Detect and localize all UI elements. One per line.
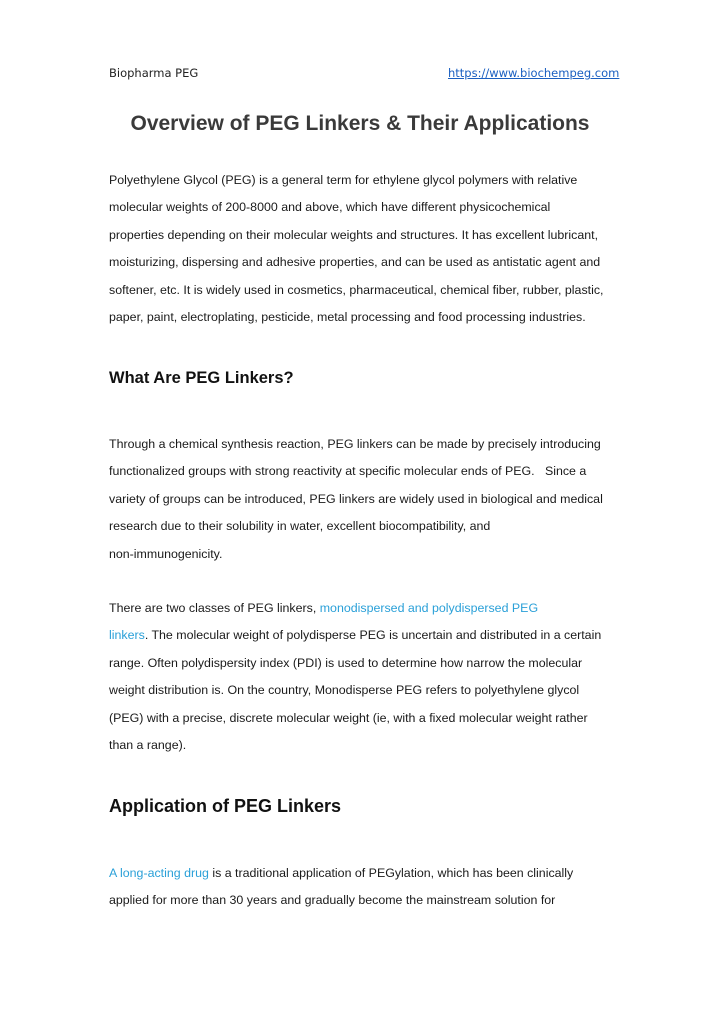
page-header <box>109 66 620 80</box>
text-line: paper, paint, electroplating, pesticide, metal processing and food processing industries. <box>109 310 586 325</box>
long-acting-drug-link[interactable]: A long-acting drug <box>109 866 209 880</box>
section2-paragraph-1 <box>109 860 629 915</box>
intro-paragraph <box>109 167 629 331</box>
text-line: range. Often polydispersity index (PDI) is used to determine how narrow the molecular <box>109 655 583 670</box>
section1-paragraph-1 <box>109 431 629 568</box>
text-line: (PEG) with a precise, discrete molecular weight (ie, with a fixed molecular weight rather <box>109 710 588 725</box>
header-url-link[interactable]: https://www.biochempeg.com <box>448 66 620 80</box>
text-line: weight distribution is. On the country, Monodisperse PEG refers to polyethylene glycol <box>109 683 580 698</box>
text-line <box>109 595 629 622</box>
text-segment: is a traditional application of PEGylation, which has been clinically <box>208 866 574 880</box>
text-line: molecular weights of 200-8000 and above, which have different physicochemical <box>109 200 551 215</box>
document-title: Overview of PEG Linkers & Their Applications <box>130 112 590 135</box>
peg-linkers-link[interactable]: linkers <box>109 628 145 643</box>
text-line: applied for more than 30 years and gradually become the mainstream solution for <box>109 893 556 908</box>
text-line: properties depending on their molecular weights and structures. It has excellent lubricant, <box>109 227 599 242</box>
mono-poly-peg-link[interactable]: monodispersed and polydispersed PEG <box>319 601 539 615</box>
text-line: research due to their solubility in water, excellent biocompatibility, and <box>109 519 491 534</box>
text-line: softener, etc. It is widely used in cosmetics, pharmaceutical, chemical fiber, rubber, plastic, <box>109 282 604 297</box>
text-line: variety of groups can be introduced, PEG linkers are widely used in biological and medical <box>109 491 603 506</box>
text-segment: There are two classes of PEG linkers, <box>109 601 320 615</box>
text-line: non-immunogenicity. <box>109 546 223 561</box>
text-line <box>109 622 629 649</box>
section-heading-what-are: What Are PEG Linkers? <box>109 369 294 387</box>
header-company: Biopharma PEG <box>109 66 199 80</box>
text-line: than a range). <box>109 738 187 753</box>
text-line <box>109 860 629 887</box>
text-segment: . The molecular weight of polydisperse PEG is uncertain and distributed in a certain <box>144 628 602 643</box>
text-line: functionalized groups with strong reactivity at specific molecular ends of PEG. Since a <box>109 464 587 479</box>
section1-paragraph-2 <box>109 595 629 759</box>
text-line: Through a chemical synthesis reaction, PEG linkers can be made by precisely introducing <box>109 437 601 451</box>
section-heading-application: Application of PEG Linkers <box>109 796 342 816</box>
text-line: Polyethylene Glycol (PEG) is a general term for ethylene glycol polymers with relative <box>109 173 578 187</box>
text-line: moisturizing, dispersing and adhesive properties, and can be used as antistatic agent and <box>109 255 601 270</box>
